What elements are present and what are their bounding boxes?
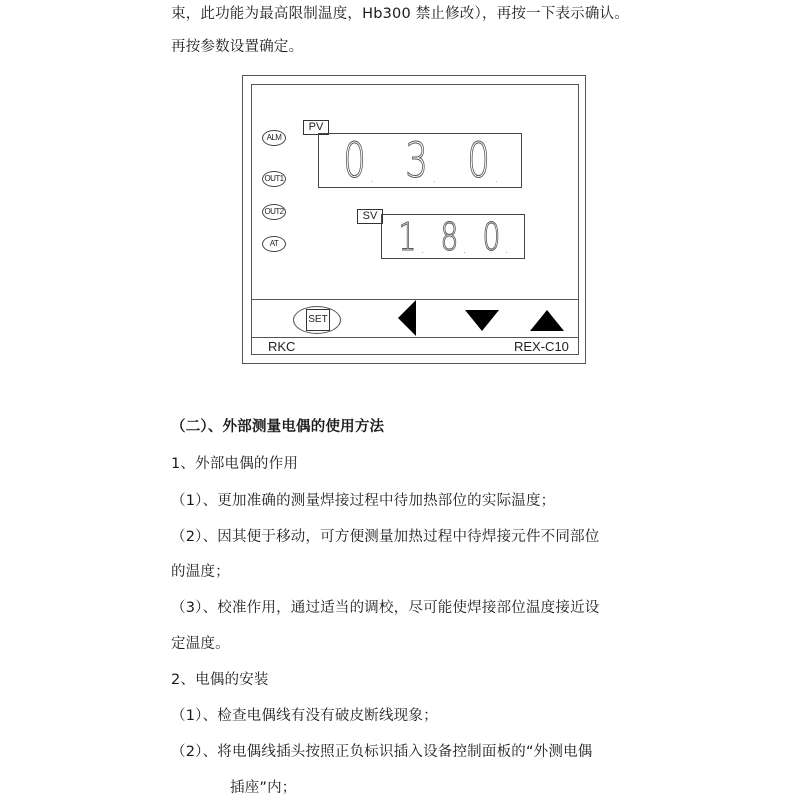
- pv-display: [318, 133, 522, 188]
- indicator-at: AT: [262, 236, 286, 252]
- section-line-3: （2）、因其便于移动，可方便测量加热过程中待焊接元件不同部位: [171, 529, 600, 545]
- section-heading: （二）、外部测量电偶的使用方法: [171, 419, 385, 435]
- indicator-out2: OUT2: [262, 204, 286, 220]
- intro-line-2: 再按参数设置确定。: [171, 39, 304, 55]
- indicator-alm: ALM: [262, 130, 286, 146]
- sv-digit-2: 8 .: [440, 214, 466, 259]
- sv-digit-1: 1 .: [398, 214, 424, 259]
- set-button-label: SET: [306, 309, 330, 331]
- triangle-up-icon: [530, 310, 564, 331]
- pv-label: PV: [303, 120, 329, 135]
- intro-line-1: 束，此功能为最高限制温度，Hb300 禁止修改），再按一下表示确认。: [171, 6, 629, 22]
- pv-digit-2: 3 .: [404, 132, 436, 189]
- indicator-out1: OUT1: [262, 171, 286, 187]
- section-line-5: （3）、校准作用，通过适当的调校，尽可能使焊接部位温度接近设: [171, 600, 600, 616]
- section-line-9: （2）、将电偶线插头按照正负标识插入设备控制面板的“外测电偶: [171, 744, 593, 760]
- section-line-1: 1、外部电偶的作用: [171, 456, 299, 472]
- pv-digit-3: 0 .: [466, 132, 498, 189]
- section-line-4: 的温度；: [171, 564, 230, 580]
- panel-divider-bottom: [251, 337, 579, 338]
- brand-label: RKC: [268, 339, 296, 354]
- model-label: REX-C10: [514, 339, 569, 354]
- triangle-left-icon: [398, 300, 416, 336]
- pv-digit-1: 0 .: [342, 132, 374, 189]
- sv-label: SV: [357, 209, 383, 224]
- triangle-down-icon: [465, 310, 499, 331]
- sv-digit-3: 0 .: [482, 214, 508, 259]
- section-line-10: 插座”内；: [230, 780, 297, 796]
- sv-display: [381, 214, 525, 259]
- section-line-8: （1）、检查电偶线有没有破皮断线现象；: [171, 708, 438, 724]
- section-line-2: （1）、更加准确的测量焊接过程中待加热部位的实际温度；: [171, 493, 556, 509]
- section-line-6: 定温度。: [171, 636, 230, 652]
- set-button: [293, 306, 341, 334]
- section-line-7: 2、电偶的安装: [171, 672, 269, 688]
